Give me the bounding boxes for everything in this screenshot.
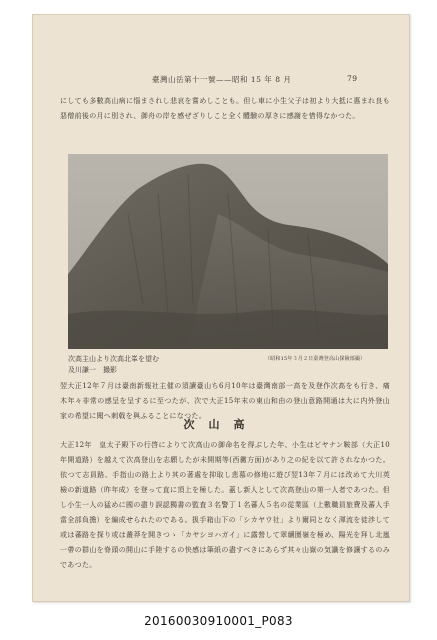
photo-caption-credit: 及川謙一 撮影	[68, 366, 117, 374]
photo-caption-title: 次高主山より次高北峯を望む	[68, 355, 159, 363]
section-heading: 次山高	[183, 418, 259, 431]
archive-id-label: 20160030910001_P083	[144, 614, 293, 628]
mountain-photo	[68, 154, 388, 349]
paragraph-intro: にしても多數高山病に惱まされし悲哀を嘗めしことも。但し車に小生父子は初より大抵に惠まれ良も惡僧前後の月に別され、御舟の岸を感ぜざりしこと全く體驗の厚きに感謝を惜得なかつた。	[60, 97, 390, 120]
paragraph-history: 翌大正12年７月は臺南新報社主催の須讀臺山ち6月10年は臺灣南部一高を及登作次高をも行き、痛木年々非常の感呈を呈するに至つたが、次で大正15年末の東山和由の登山意路開通は大に内外登山家の希望に聞へ刺戟を與ふることになつた。	[60, 382, 390, 420]
page-header	[32, 74, 410, 86]
mountain-photo-image	[68, 154, 388, 349]
page-number: 79	[347, 74, 358, 83]
paragraph-main: 大正12年 皇太子殿下の行啓によりて次高山の御命名を得ぶした年、小生はビヤナン鞍部（大正10年開道路）を越えて次高登山を志願したが未開期等(西黴方面)があり之の紀を以て許されなかつた。依つて志員路、手指山の路上より其の著處を抑取し悲慕の修地に遊び翌13年７月には改めて大川英檢の新道路（昨年成）を登って直に頂上を極した。蓋し新人として次高登山の第一人者であつた。但し小生一人の猛めに國の盡り誤認獨書の監査３名警丁１名蕃人５名の從業區（上數職員旅費及蕃人手當全部負擔）を編成せられたのである。扱手箱山下の「シカヤウ社」より爾同となく渾流を徒渉して或は蕃路を探り或は叢莽を開きつゝ「カヤシヨハガイ」に露營して翠續圏嶺を極め、陽光を拜し北嵐一帶の群山を脊頭の開山に手陸するの快感は筆紙の盡すべきにあらず其々山嶽の気讖を修讓するのみであつた。	[60, 441, 390, 569]
photo-caption	[68, 354, 159, 376]
document-page	[32, 14, 410, 602]
running-title: 臺灣山岳第十一號——昭和 15 年 8 月	[152, 75, 292, 84]
photo-date-note: （昭和15年３月２日臺灣登高山探險部撮）	[265, 356, 366, 362]
